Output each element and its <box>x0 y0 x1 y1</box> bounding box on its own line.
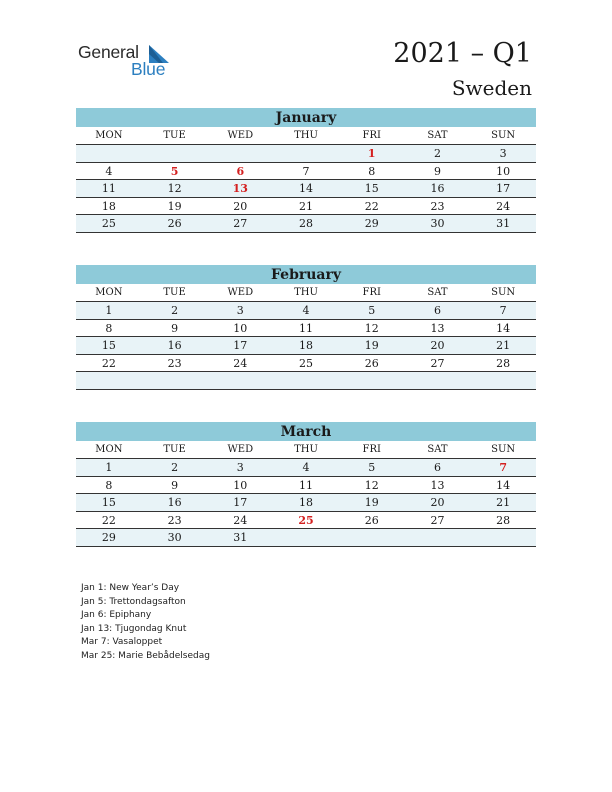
week-row <box>76 529 536 547</box>
weekday-label: THU <box>294 444 318 455</box>
day-cell: 16 <box>167 339 182 352</box>
day-cell <box>339 529 405 546</box>
day-cell: 18 <box>101 199 116 213</box>
weekday-header <box>76 127 536 145</box>
day-cell: 16 <box>167 496 182 509</box>
week-row <box>76 459 536 477</box>
month-march <box>76 422 536 547</box>
day-cell: 4 <box>302 461 310 474</box>
day-cell: 15 <box>101 339 116 352</box>
day-cell: 1 <box>367 147 376 160</box>
week-row <box>76 477 536 495</box>
week-row <box>76 180 536 198</box>
weekday-label: SUN <box>491 444 516 455</box>
day-cell: 19 <box>364 496 379 509</box>
weekday-label: MON <box>95 287 123 298</box>
day-cell: 13 <box>430 478 445 492</box>
day-cell: 22 <box>101 513 116 527</box>
weekday-label: THU <box>294 130 318 141</box>
day-cell: 18 <box>299 339 314 352</box>
day-cell: 17 <box>233 496 248 509</box>
week-row <box>76 512 536 530</box>
day-cell: 16 <box>430 182 445 195</box>
holiday-note: Jan 1: New Year’s Day <box>81 583 180 593</box>
day-cell: 23 <box>167 356 182 370</box>
day-cell: 26 <box>364 356 379 370</box>
day-cell: 20 <box>430 339 445 352</box>
holiday-note: Jan 5: Trettondagsafton <box>81 596 186 607</box>
day-cell: 29 <box>364 217 379 230</box>
day-cell: 8 <box>105 321 113 335</box>
day-cell: 31 <box>496 217 511 230</box>
day-cell: 7 <box>499 304 507 317</box>
day-cell: 10 <box>233 321 248 335</box>
day-cell: 3 <box>499 147 507 160</box>
day-cell: 25 <box>299 356 314 370</box>
day-cell: 1 <box>105 304 113 317</box>
day-cell: 21 <box>299 199 314 213</box>
weekday-label: TUE <box>163 287 186 298</box>
day-cell: 3 <box>236 461 244 474</box>
day-cell: 14 <box>496 478 511 492</box>
weekday-label: MON <box>95 444 123 455</box>
day-cell: 25 <box>101 217 116 230</box>
day-cell: 24 <box>233 356 248 370</box>
day-cell: 30 <box>167 531 182 544</box>
page-title: 2021 – Q1 <box>393 38 532 69</box>
day-cell: 28 <box>496 356 511 370</box>
week-row <box>76 145 536 163</box>
week-row <box>76 215 536 233</box>
day-cell: 24 <box>233 513 248 527</box>
day-cell <box>470 372 536 389</box>
weekday-label: WED <box>227 287 254 298</box>
logo-word-blue: Blue <box>131 59 166 79</box>
day-cell: 19 <box>364 339 379 352</box>
day-cell <box>339 372 405 389</box>
weekday-label: THU <box>294 287 318 298</box>
day-cell: 5 <box>368 461 376 474</box>
day-cell: 6 <box>236 164 245 178</box>
day-cell: 8 <box>368 164 376 178</box>
day-cell: 8 <box>105 478 113 492</box>
day-cell: 11 <box>299 478 314 492</box>
day-cell: 15 <box>364 182 379 195</box>
week-row <box>76 372 536 390</box>
day-cell: 15 <box>101 496 116 509</box>
day-cell <box>273 529 339 546</box>
weekday-label: MON <box>95 130 123 141</box>
day-cell: 4 <box>302 304 310 317</box>
day-cell: 25 <box>298 513 314 527</box>
day-cell: 22 <box>101 356 116 370</box>
day-cell: 23 <box>430 199 445 213</box>
day-cell: 2 <box>433 147 441 160</box>
week-row <box>76 198 536 216</box>
day-cell: 26 <box>364 513 379 527</box>
day-cell: 28 <box>299 217 314 230</box>
weekday-label: SAT <box>427 130 448 141</box>
day-cell: 9 <box>171 478 179 492</box>
day-cell: 13 <box>430 321 445 335</box>
weekday-label: WED <box>227 444 254 455</box>
holiday-notes <box>81 582 210 664</box>
day-cell: 27 <box>430 356 445 370</box>
weekday-label: SUN <box>491 287 516 298</box>
day-cell: 24 <box>496 199 511 213</box>
day-cell: 6 <box>433 461 441 474</box>
holiday-note: Mar 7: Vasaloppet <box>81 637 163 648</box>
day-cell: 6 <box>433 304 441 317</box>
day-cell <box>142 145 208 162</box>
day-cell <box>207 372 273 389</box>
weekday-label: SAT <box>427 287 448 298</box>
day-cell: 20 <box>430 496 445 509</box>
weekday-label: TUE <box>163 130 186 141</box>
day-cell: 7 <box>302 164 310 178</box>
day-cell <box>470 529 536 546</box>
day-cell: 12 <box>364 478 379 492</box>
month-january <box>76 108 536 233</box>
weekday-label: TUE <box>163 444 186 455</box>
day-cell: 5 <box>368 304 376 317</box>
weekday-label: FRI <box>362 444 381 455</box>
day-cell: 27 <box>233 217 248 230</box>
day-cell: 12 <box>167 182 182 195</box>
day-cell <box>76 372 142 389</box>
day-cell: 27 <box>430 513 445 527</box>
week-row <box>76 337 536 355</box>
month-title: February <box>76 265 536 284</box>
day-cell: 20 <box>233 199 248 213</box>
day-cell <box>405 529 471 546</box>
weekday-header <box>76 284 536 302</box>
day-cell: 30 <box>430 217 445 230</box>
weekday-label: FRI <box>362 130 381 141</box>
holiday-note: Jan 13: Tjugondag Knut <box>81 623 187 634</box>
day-cell <box>273 372 339 389</box>
day-cell: 28 <box>496 513 511 527</box>
week-row <box>76 320 536 338</box>
day-cell <box>405 372 471 389</box>
logo-word-general: General <box>78 42 139 62</box>
month-february <box>76 265 536 390</box>
day-cell: 7 <box>499 461 507 474</box>
day-cell: 10 <box>496 164 511 178</box>
day-cell: 14 <box>299 182 314 195</box>
weekday-label: WED <box>227 130 254 141</box>
holiday-note: Mar 25: Marie Bebådelsedag <box>81 650 210 661</box>
day-cell: 11 <box>299 321 314 335</box>
day-cell <box>207 145 273 162</box>
weekday-label: SAT <box>427 444 448 455</box>
day-cell: 9 <box>433 164 441 178</box>
day-cell: 5 <box>170 164 179 178</box>
holiday-note: Jan 6: Epiphany <box>81 610 152 621</box>
day-cell: 4 <box>105 164 113 178</box>
day-cell: 21 <box>496 496 511 509</box>
day-cell: 31 <box>233 531 248 544</box>
day-cell <box>142 372 208 389</box>
day-cell: 19 <box>167 199 182 213</box>
day-cell: 1 <box>105 461 113 474</box>
month-title: January <box>76 108 536 127</box>
day-cell: 29 <box>101 531 116 544</box>
day-cell: 26 <box>167 217 182 230</box>
day-cell: 11 <box>101 182 116 195</box>
day-cell: 9 <box>171 321 179 335</box>
day-cell: 21 <box>496 339 511 352</box>
day-cell: 12 <box>364 321 379 335</box>
day-cell: 2 <box>171 304 179 317</box>
day-cell: 14 <box>496 321 511 335</box>
week-row <box>76 494 536 512</box>
day-cell: 23 <box>167 513 182 527</box>
day-cell <box>76 145 142 162</box>
day-cell: 22 <box>364 199 379 213</box>
day-cell <box>273 145 339 162</box>
week-row <box>76 355 536 373</box>
week-row <box>76 163 536 181</box>
day-cell: 13 <box>232 182 248 195</box>
day-cell: 18 <box>299 496 314 509</box>
day-cell: 17 <box>233 339 248 352</box>
week-row <box>76 302 536 320</box>
generalblue-logo <box>78 42 178 82</box>
country-name: Sweden <box>451 76 532 100</box>
day-cell: 10 <box>233 478 248 492</box>
day-cell: 2 <box>171 461 179 474</box>
weekday-header <box>76 441 536 459</box>
day-cell: 17 <box>496 182 511 195</box>
month-title: March <box>76 422 536 441</box>
weekday-label: SUN <box>491 130 516 141</box>
weekday-label: FRI <box>362 287 381 298</box>
day-cell: 3 <box>236 304 244 317</box>
